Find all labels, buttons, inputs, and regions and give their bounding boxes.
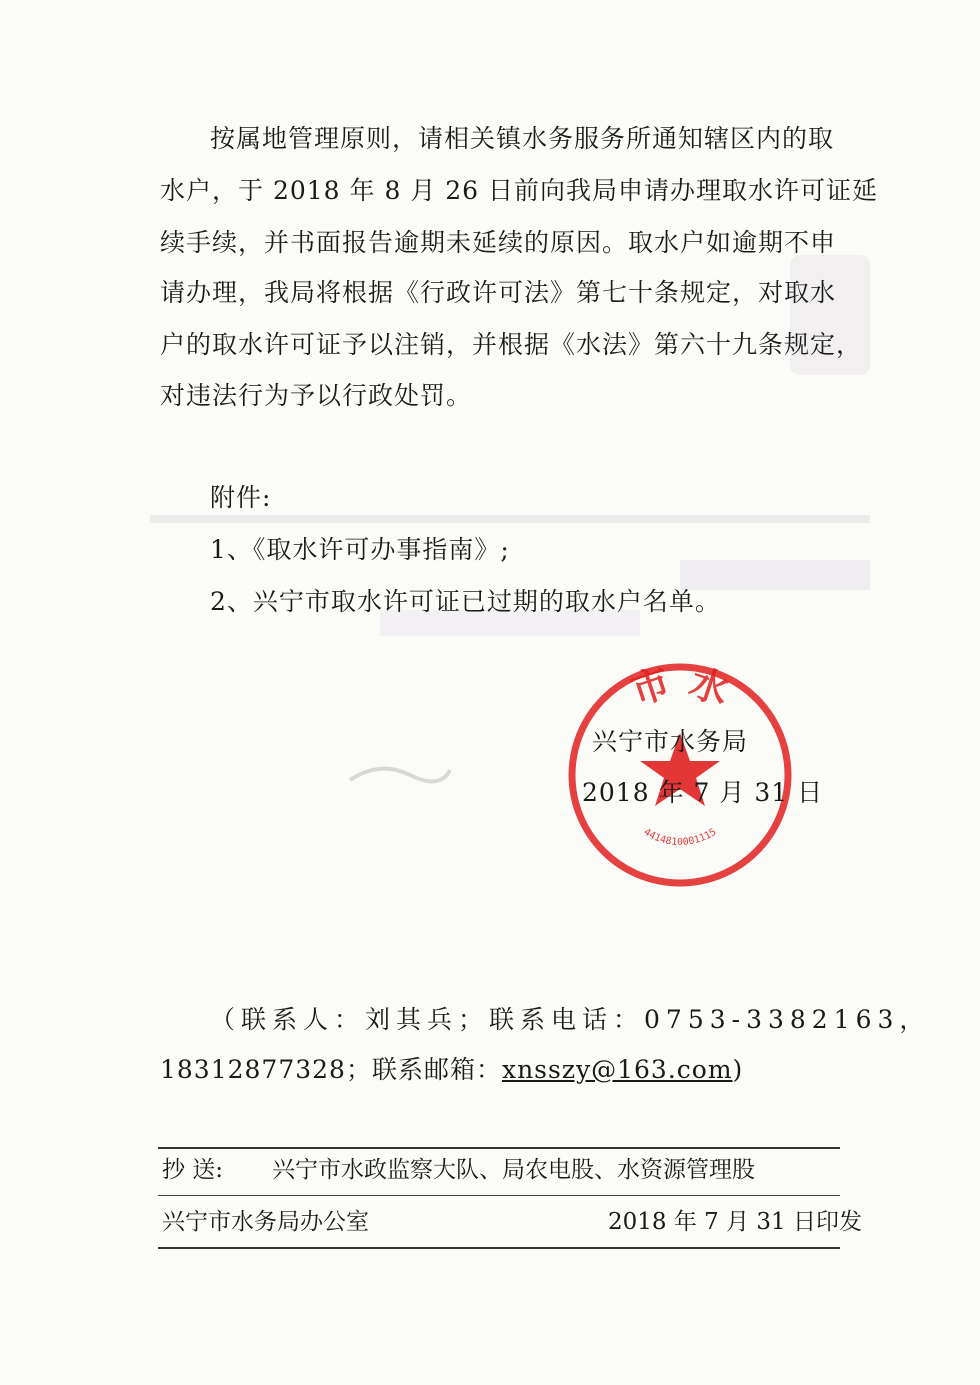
body-line-6: 对违法行为予以行政处罚。: [160, 381, 473, 410]
contact-line-2-suffix: ): [732, 1055, 744, 1084]
contact-line-2: [160, 1050, 743, 1090]
signature-date: 2018 年 7 月 31 日: [582, 778, 824, 807]
body-line-1: 按属地管理原则，请相关镇水务服务所通知辖区内的取: [210, 124, 835, 153]
signature-org: 兴宁市水务局: [592, 727, 749, 756]
attachment-item-1: 1、《取水许可办事指南》;: [210, 535, 510, 564]
cc-recipients: 兴宁市水政监察大队、局农电股、水资源管理股: [272, 1157, 755, 1183]
cc-bottom-rule: [158, 1195, 840, 1196]
body-line-5: 户的取水许可证予以注销，并根据《水法》第六十九条规定，: [160, 330, 863, 359]
body-line-4: 请办理，我局将根据《行政许可法》第七十条规定，对取水: [160, 278, 837, 307]
attachments-heading: 附件:: [210, 483, 272, 512]
attachment-item-2: 2、兴宁市取水许可证已过期的取水户名单。: [210, 587, 721, 616]
cc-top-rule: [158, 1147, 840, 1149]
contact-line-1: （联系人：刘其兵；联系电话：0753-3382163，: [210, 1005, 931, 1034]
footer-bottom-rule: [158, 1247, 840, 1249]
seal-serial: 4414810001115: [641, 826, 719, 848]
cc-label: 抄 送:: [162, 1157, 224, 1183]
seal-top-text: 市 水: [625, 659, 735, 714]
body-line-2: 水户，于 2018 年 8 月 26 日前向我局申请办理取水许可证延: [160, 176, 879, 205]
body-line-3: 续手续，并书面报告逾期未延续的原因。取水户如逾期不申: [160, 228, 837, 257]
footer-office: 兴宁市水务局办公室: [162, 1209, 369, 1235]
svg-text:4414810001115: [641, 827, 718, 848]
contact-email-link[interactable]: xnsszy@163.com: [501, 1055, 733, 1084]
footer-issue-date: 2018 年 7 月 31 日印发: [608, 1209, 862, 1235]
svg-text:市 水: [626, 660, 734, 714]
contact-line-2-prefix: 18312877328；联系邮箱：: [160, 1055, 502, 1084]
